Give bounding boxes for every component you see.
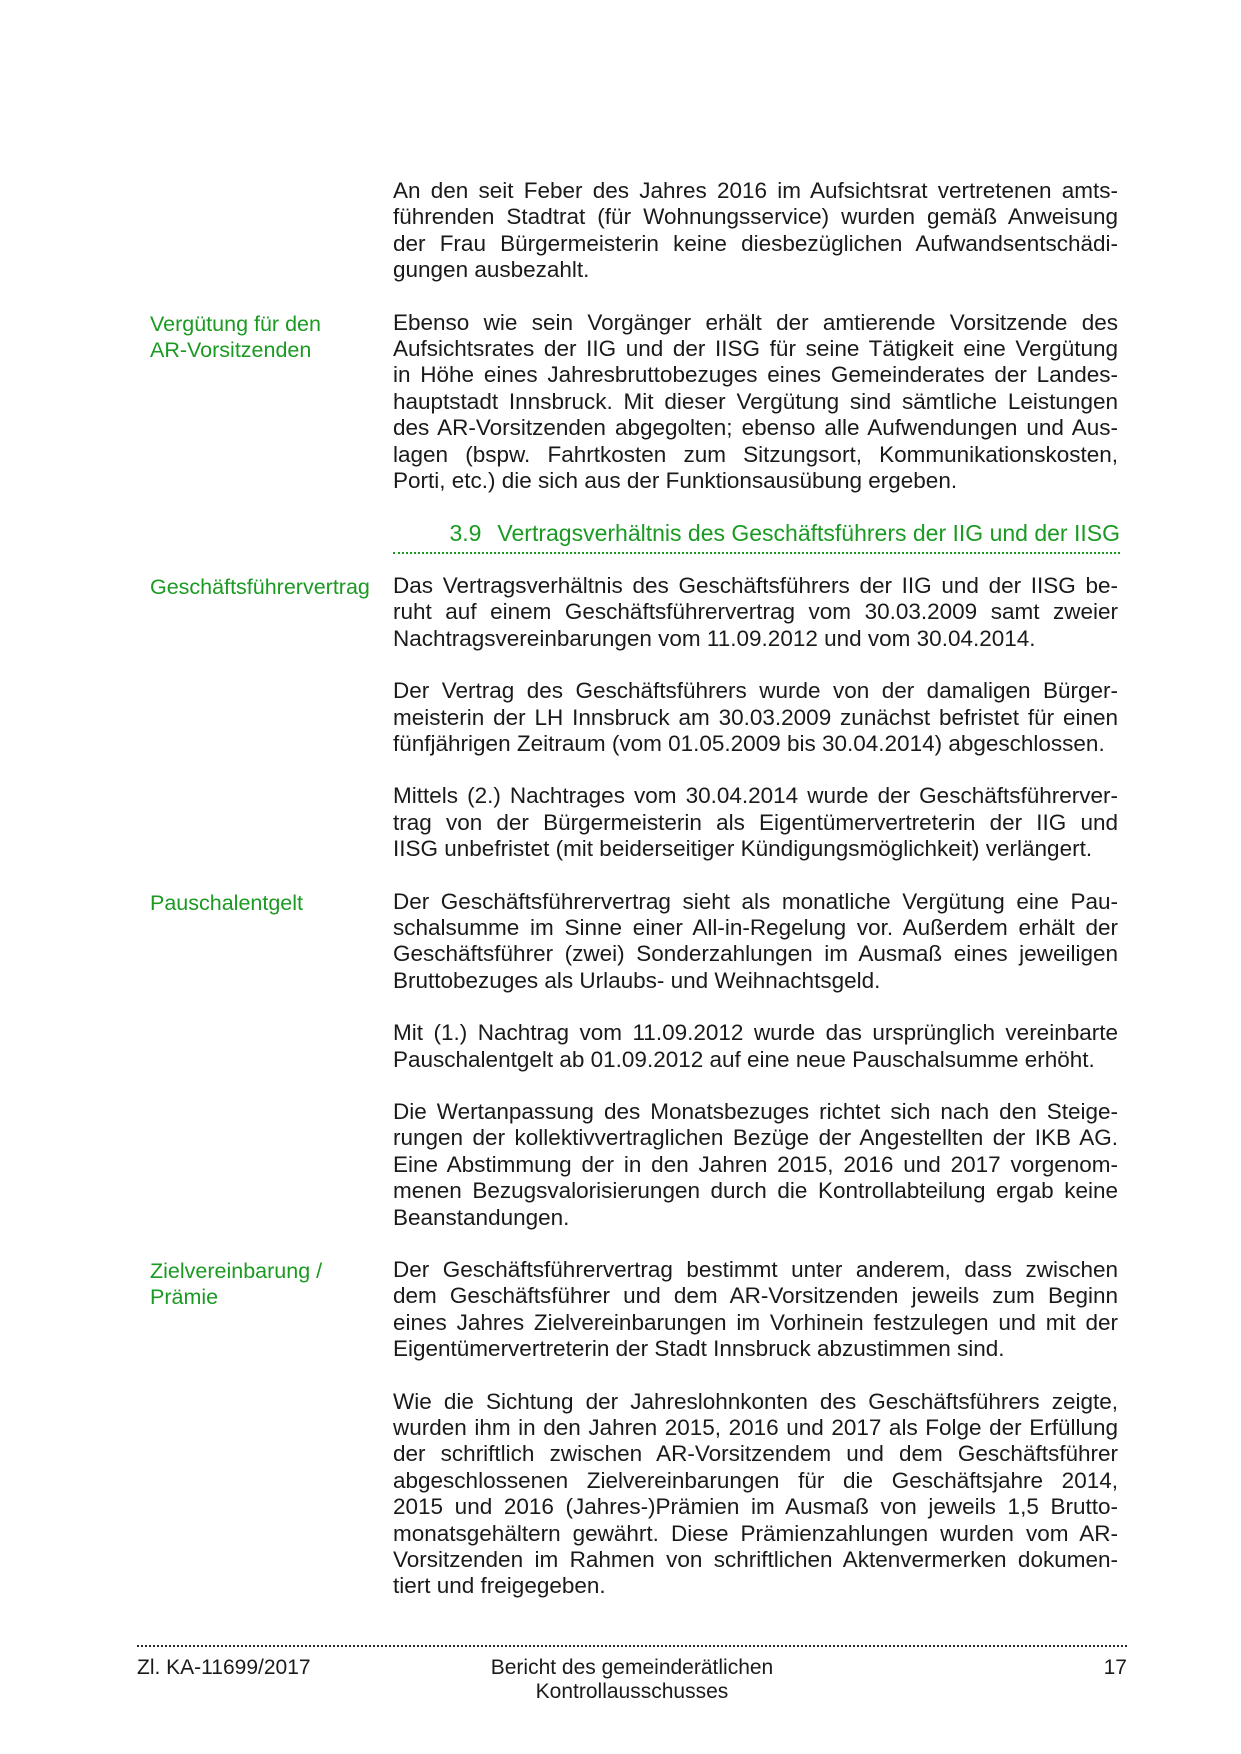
paragraph <box>393 1257 1118 1363</box>
paragraph <box>393 573 1118 652</box>
margin-label-line: Zielvereinbarung / <box>150 1259 323 1283</box>
paragraph-line: Der Vertrag des Geschäftsführers wurde von der damaligen Bürger- <box>393 678 1118 704</box>
margin-label-line: Pauschalentgelt <box>150 890 303 915</box>
paragraph-line: Pauschalentgelt ab 01.09.2012 auf eine neue Pauschalsumme erhöht. <box>393 1046 1095 1072</box>
paragraph-line: meisterin der LH Innsbruck am 30.03.2009 zunächst befristet für einen <box>393 704 1118 730</box>
margin-label <box>150 574 388 600</box>
margin-label <box>150 890 388 916</box>
paragraph-line: An den seit Feber des Jahres 2016 im Aufsichtsrat vertretenen amts- <box>393 178 1118 203</box>
paragraph-line: der schriftlich zwischen AR-Vorsitzendem und dem Geschäftsführer <box>393 1441 1118 1467</box>
paragraph-block <box>0 678 1241 757</box>
paragraph <box>393 1099 1118 1231</box>
paragraph-line: Der Geschäftsführervertrag bestimmt unter anderem, dass zwischen <box>393 1257 1118 1282</box>
paragraph-line: IISG unbefristet (mit beiderseitiger Kündigungsmöglichkeit) verlängert. <box>393 836 1093 862</box>
margin-label-line: Geschäftsführervertrag <box>150 574 370 599</box>
margin-label-line: Prämie <box>150 1285 219 1310</box>
paragraph <box>393 178 1118 284</box>
paragraph-line: gungen ausbezahlt. <box>393 257 590 283</box>
paragraph-line: tiert und freigegeben. <box>393 1573 606 1599</box>
paragraph-block <box>0 573 1241 652</box>
paragraph-line: des AR-Vorsitzenden abgegolten; ebenso alle Aufwendungen und Aus- <box>393 415 1118 441</box>
paragraph-line: ruht auf einem Geschäftsführervertrag vom 30.03.2009 samt zweier <box>393 599 1118 625</box>
paragraph-line: Bruttobezuges als Urlaubs- und Weihnachtsgeld. <box>393 967 881 993</box>
paragraph-line: dem Geschäftsführer und dem AR-Vorsitzenden jeweils zum Beginn <box>393 1283 1118 1309</box>
document-body <box>0 178 1241 1626</box>
paragraph-line: Der Geschäftsführervertrag sieht als monatliche Vergütung eine Pau- <box>393 888 1118 914</box>
paragraph-line: Porti, etc.) die sich aus der Funktionsausübung ergeben. <box>393 468 958 494</box>
paragraph-line: Die Wertanpassung des Monatsbezuges richtet sich nach den Steige- <box>393 1098 1118 1124</box>
paragraph-line: Eigentümervertreterin der Stadt Innsbruck abzustimmen sind. <box>393 1336 1005 1362</box>
paragraph-line: Das Vertragsverhältnis des Geschäftsführers der IIG und der IISG be- <box>393 572 1118 598</box>
paragraph-line: Wie die Sichtung der Jahreslohnkonten des Geschäftsführers zeigte, <box>393 1388 1118 1414</box>
footer-reference: Zl. KA-11699/2017 <box>137 1656 311 1679</box>
paragraph-block <box>0 1020 1241 1073</box>
paragraph <box>393 678 1118 757</box>
footer-title: Bericht des gemeinderätlichen Kontrollausschusses <box>490 1656 774 1703</box>
paragraph-block <box>0 178 1241 284</box>
section-title: Vertragsverhältnis des Geschäftsführers der IIG und der IISG <box>497 520 1120 547</box>
paragraph-line: Eine Abstimmung der in den Jahren 2015, 2016 und 2017 vorgenom- <box>393 1151 1118 1177</box>
paragraph-block <box>0 310 1241 495</box>
paragraph-line: in Höhe eines Jahresbruttobezuges eines Gemeinderates der Landes- <box>393 362 1118 388</box>
paragraph-line: Geschäftsführer (zwei) Sonderzahlungen im Ausmaß eines jeweiligen <box>393 941 1118 967</box>
paragraph <box>393 889 1118 995</box>
footer-page-number: 17 <box>1103 1656 1127 1679</box>
margin-label <box>150 1258 388 1311</box>
paragraph-block <box>0 1257 1241 1363</box>
paragraph-line: Ebenso wie sein Vorgänger erhält der amtierende Vorsitzende des <box>393 309 1118 335</box>
paragraph-line: eines Jahres Zielvereinbarungen im Vorhinein festzulegen und mit der <box>393 1309 1118 1335</box>
paragraph-line: fünfjährigen Zeitraum (vom 01.05.2009 bis 30.04.2014) abgeschlossen. <box>393 730 1105 756</box>
paragraph-line: lagen (bspw. Fahrtkosten zum Sitzungsort, Kommunikationskosten, <box>393 441 1118 467</box>
paragraph-line: hauptstadt Innsbruck. Mit dieser Vergütung sind sämtliche Leistungen <box>393 388 1118 414</box>
paragraph-line: rungen der kollektivvertraglichen Bezüge der Angestellten der IKB AG. <box>393 1125 1118 1151</box>
paragraph-block <box>0 1099 1241 1231</box>
paragraph <box>393 1020 1118 1073</box>
section-heading <box>393 520 1120 553</box>
margin-label <box>150 311 388 364</box>
paragraph <box>393 310 1118 495</box>
paragraph <box>393 1389 1118 1600</box>
paragraph-line: abgeschlossenen Zielvereinbarungen für die Geschäftsjahre 2014, <box>393 1467 1118 1493</box>
paragraph-block <box>0 1389 1241 1600</box>
margin-label-line: AR-Vorsitzenden <box>150 338 312 363</box>
paragraph <box>393 783 1118 862</box>
paragraph-line: Vorsitzenden im Rahmen von schriftlichen Aktenvermerken dokumen- <box>393 1547 1118 1573</box>
paragraph-line: schalsumme im Sinne einer All-in-Regelung vor. Außerdem erhält der <box>393 914 1118 940</box>
paragraph-line: menen Bezugsvalorisierungen durch die Kontrollabteilung ergab keine <box>393 1178 1118 1204</box>
paragraph-line: 2015 und 2016 (Jahres-)Prämien im Ausmaß von jeweils 1,5 Brutto- <box>393 1494 1118 1520</box>
footer <box>137 1645 1127 1704</box>
paragraph-line: Nachtragsvereinbarungen vom 11.09.2012 und vom 30.04.2014. <box>393 625 1036 651</box>
margin-label-line: Vergütung für den <box>150 311 321 336</box>
paragraph-line: führenden Stadtrat (für Wohnungsservice) wurden gemäß Anweisung <box>393 204 1118 230</box>
paragraph-line: wurden ihm in den Jahren 2015, 2016 und 2017 als Folge der Erfüllung <box>393 1415 1118 1441</box>
paragraph-line: Beanstandungen. <box>393 1204 570 1230</box>
paragraph-line: monatsgehältern gewährt. Diese Prämienzahlungen wurden vom AR- <box>393 1520 1118 1546</box>
section-number: 3.9 <box>449 520 482 547</box>
paragraph-line: der Frau Bürgermeisterin keine diesbezüglichen Aufwandsentschädi- <box>393 230 1118 256</box>
paragraph-line: Mit (1.) Nachtrag vom 11.09.2012 wurde das ursprünglich vereinbarte <box>393 1020 1118 1046</box>
paragraph-block <box>0 889 1241 995</box>
paragraph-block <box>0 783 1241 862</box>
paragraph-line: trag von der Bürgermeisterin als Eigentümervertreterin der IIG und <box>393 809 1118 835</box>
paragraph-line: Aufsichtsrates der IIG und der IISG für seine Tätigkeit eine Vergütung <box>393 336 1118 362</box>
paragraph-line: Mittels (2.) Nachtrages vom 30.04.2014 wurde der Geschäftsführerver- <box>393 783 1118 809</box>
